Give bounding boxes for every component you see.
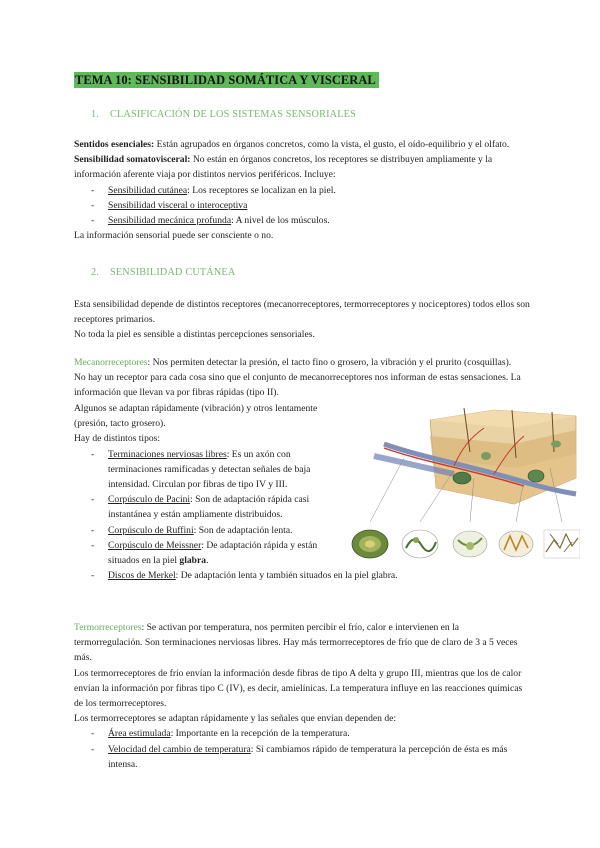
list-item: - Discos de Merkel: De adaptación lenta y también situados en la piel glabra. xyxy=(74,568,494,583)
mecanorreceptores-list xyxy=(74,447,398,584)
list-item: - Área estimulada: Importante en la recepción de la temperatura. xyxy=(74,726,528,741)
paragraph-adaptation: Algunos se adaptan rápidamente (vibración) y otros lentamente (presión, tacto grosero). xyxy=(74,403,318,430)
termorreceptores-paragraph: Termorreceptores: Se activan por temperatura, nos permiten percibir el frío, calor e intervienen en la termorregulación. Son terminaciones nerviosas libres. Hay más termorreceptores de frío que de claro de 3 a 5 veces más. Los termorreceptores de frío envían la información desde fibras de tipo A delta y grupo III, mientras que los de calor envían la información por fibras tipo C (IV), es decir, amielínicas. La temperatura influye en las reacciones químicas de los termorreceptores. Los termorreceptores se adaptan rápidamente y las señales que envían dependen de: - Área estimulada: Importante en la recepción de la temperatura. - Velocidad del cambio de temperatura: Si cambiamos rápido de temperatura la percepción de ésta es más intensa. xyxy=(74,620,528,772)
paragraph-closing: La información sensorial puede ser consciente o no. xyxy=(74,230,274,242)
paragraph-termo-fibers: Los termorreceptores de frío envían la información desde fibras de tipo A delta y grupo III, mientras que los de calor envían la información por fibras tipo C (IV), es decir, amielínicas. La temperatura influye en las reacciones químicas de los termorreceptores. xyxy=(74,667,523,710)
mecanorreceptores-label: Mecanorreceptores xyxy=(74,357,148,368)
termorreceptores-label: Termorreceptores xyxy=(74,622,142,633)
skin-receptors-figure xyxy=(344,408,580,574)
term-somatovisceral: Sensibilidad somatovisceral: xyxy=(74,154,191,166)
paragraph-types: Hay de distintos tipos: xyxy=(74,433,161,445)
paragraph-termo-adapt: Los termorreceptores se adaptan rápidamente y las señales que envían dependen de: xyxy=(74,713,397,725)
section-2-number: 2. xyxy=(91,267,100,278)
term-sentidos: Sentidos esenciales: xyxy=(74,139,155,150)
list-item: - Terminaciones nerviosas libres: Es un axón con terminaciones ramificadas y detectan señales de baja intensidad. Circulan por fibras de tipo IV y III. xyxy=(74,447,330,493)
list-item: - Corpúsculo de Pacini: Son de adaptación rápida casi instantánea y están ampliamente distribuidos. xyxy=(74,492,330,522)
section-1-number: 1. xyxy=(91,109,100,120)
section-1-heading xyxy=(91,107,356,123)
section-1-title: CLASIFICACIÓN DE LOS SISTEMAS SENSORIALES xyxy=(110,109,356,120)
skin-diagram-illustration xyxy=(344,408,580,574)
page-title: TEMA 10: SENSIBILIDAD SOMÁTICA Y VISCERAL xyxy=(74,72,379,88)
section-2-heading xyxy=(91,265,235,281)
section-1-body xyxy=(74,137,534,243)
paragraph-intro: Esta sensibilidad depende de distintos receptores (mecanorreceptores, termorreceptores y nociceptores) todos ellos son receptores primarios. xyxy=(74,299,530,326)
section-2-intro xyxy=(74,297,530,343)
list-item: - Corpúsculo de Meissner: De adaptación rápida y están situados en la piel glabra. xyxy=(74,538,336,568)
list-item: - Sensibilidad visceral o interoceptiva xyxy=(74,198,534,213)
paragraph-intro-2: No toda la piel es sensible a distintas percepciones sensoriales. xyxy=(74,329,315,341)
list-item: - Sensibilidad cutánea: Los receptores se localizan en la piel. xyxy=(74,183,534,198)
sensibility-list xyxy=(74,183,534,229)
mecanorreceptores-types xyxy=(74,401,398,583)
list-item: - Corpúsculo de Ruffini: Son de adaptación lenta. xyxy=(74,523,374,538)
list-item: - Sensibilidad mecánica profunda: A nivel de los músculos. xyxy=(74,213,534,228)
list-item: - Velocidad del cambio de temperatura: Si cambiamos rápido de temperatura la percepción de ésta es más intensa. xyxy=(74,742,528,772)
termorreceptores-list xyxy=(74,726,528,772)
paragraph-sentidos: Sentidos esenciales: Están agrupados en órganos concretos, como la vista, el gusto, el oído-equilibrio y el olfato. xyxy=(74,139,510,150)
section-2-title: SENSIBILIDAD CUTÁNEA xyxy=(110,267,236,278)
paragraph-somatovisceral: Sensibilidad somatovisceral: No están en órganos concretos, los receptores se distribuyen ampliamente y la información aferente viaja por distintos nervios periféricos. Incluye: xyxy=(74,154,493,181)
mecanorreceptores-paragraph: Mecanorreceptores: Nos permiten detectar la presión, el tacto fino o grosero, la vibración y el prurito (cosquillas). No hay un receptor para cada cosa sino que el conjunto de mecanorreceptores nos informan de estas sensaciones. La información que llevan va por fibras rápidas (tipo II). xyxy=(74,357,521,399)
